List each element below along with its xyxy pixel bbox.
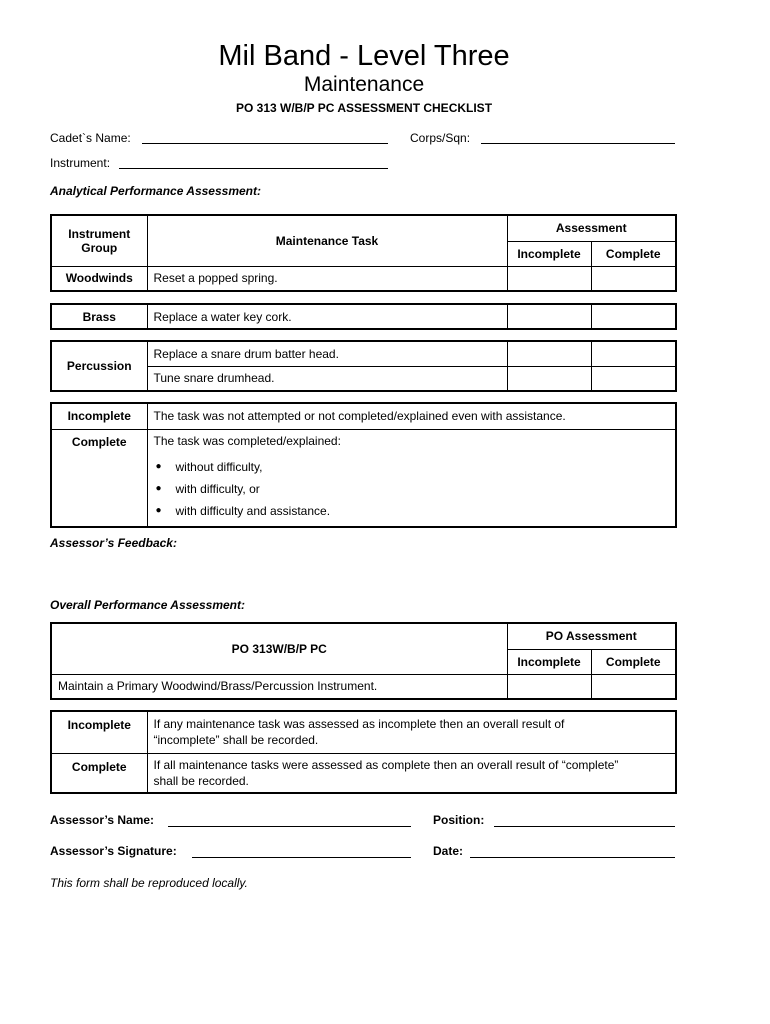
position-label: Position: bbox=[433, 813, 485, 827]
overall-table bbox=[50, 622, 677, 700]
col-complete: Complete bbox=[591, 649, 676, 674]
overall-incomplete-label: Incomplete bbox=[51, 711, 147, 753]
task-cell: Tune snare drumhead. bbox=[147, 366, 507, 391]
overall-row-text: Maintain a Primary Woodwind/Brass/Percussion Instrument. bbox=[51, 674, 507, 699]
col-instrument-group: Instrument Group bbox=[51, 215, 147, 266]
position-field[interactable] bbox=[494, 826, 675, 827]
col-incomplete: Incomplete bbox=[507, 241, 591, 266]
overall-incomplete-line1: If any maintenance task was assessed as incomplete then an overall result of bbox=[153, 717, 565, 732]
col-incomplete: Incomplete bbox=[507, 649, 591, 674]
incomplete-cell[interactable] bbox=[507, 366, 591, 391]
task-cell: Replace a water key cork. bbox=[147, 304, 507, 329]
corps-field[interactable] bbox=[481, 143, 675, 144]
assessor-name-field[interactable] bbox=[168, 826, 411, 827]
assessor-signature-label: Assessor’s Signature: bbox=[50, 844, 177, 858]
group-brass: Brass bbox=[51, 304, 147, 329]
corps-label: Corps/Sqn: bbox=[410, 131, 471, 145]
complete-cell[interactable] bbox=[591, 266, 676, 291]
table-row bbox=[51, 341, 676, 366]
overall-incomplete-line2: “incomplete” shall be recorded. bbox=[153, 733, 319, 748]
brass-table bbox=[50, 303, 677, 330]
list-item: ● with difficulty and assistance. bbox=[155, 503, 331, 518]
cadet-name-field[interactable] bbox=[142, 143, 388, 144]
complete-cell[interactable] bbox=[591, 366, 676, 391]
col-maintenance-task: Maintenance Task bbox=[147, 215, 507, 266]
overall-complete-line2: shall be recorded. bbox=[153, 773, 249, 788]
cadet-name-label: Cadet`s Name: bbox=[50, 131, 131, 145]
task-cell: Replace a snare drum batter head. bbox=[147, 341, 507, 366]
legend-complete-label: Complete bbox=[51, 429, 147, 527]
page-subtitle: Maintenance bbox=[303, 73, 425, 96]
col-complete: Complete bbox=[591, 241, 676, 266]
overall-complete-label: Complete bbox=[51, 753, 147, 793]
incomplete-cell[interactable] bbox=[507, 304, 591, 329]
legend-incomplete-text: The task was not attempted or not completed/explained even with assistance. bbox=[147, 403, 676, 429]
complete-cell[interactable] bbox=[591, 341, 676, 366]
table-row bbox=[51, 304, 676, 329]
percussion-table bbox=[50, 340, 677, 392]
overall-legend-table bbox=[50, 710, 677, 794]
overall-heading: Overall Performance Assessment: bbox=[50, 598, 245, 612]
group-woodwinds: Woodwinds bbox=[51, 266, 147, 291]
complete-cell[interactable] bbox=[591, 674, 676, 699]
col-po-assessment: PO Assessment bbox=[507, 623, 676, 649]
legend-table bbox=[50, 402, 677, 528]
table-row bbox=[51, 266, 676, 291]
col-po: PO 313W/B/P PC bbox=[51, 623, 507, 674]
assessor-signature-field[interactable] bbox=[192, 857, 411, 858]
analytical-heading: Analytical Performance Assessment: bbox=[50, 184, 261, 198]
col-assessment: Assessment bbox=[507, 215, 676, 241]
list-item: ● without difficulty, bbox=[155, 459, 263, 474]
complete-cell[interactable] bbox=[591, 304, 676, 329]
incomplete-cell[interactable] bbox=[507, 266, 591, 291]
date-field[interactable] bbox=[470, 857, 675, 858]
page-title: Mil Band - Level Three bbox=[218, 40, 510, 72]
footer-note: This form shall be reproduced locally. bbox=[50, 876, 248, 890]
overall-complete-line1: If all maintenance tasks were assessed as complete then an overall result of “complete” bbox=[153, 757, 619, 772]
incomplete-cell[interactable] bbox=[507, 341, 591, 366]
list-item: ● with difficulty, or bbox=[155, 481, 260, 496]
legend-incomplete-label: Incomplete bbox=[51, 403, 147, 429]
assessor-name-label: Assessor’s Name: bbox=[50, 813, 155, 827]
analytical-table bbox=[50, 214, 677, 292]
checklist-title: PO 313 W/B/P PC ASSESSMENT CHECKLIST bbox=[235, 101, 493, 115]
instrument-label: Instrument: bbox=[50, 156, 111, 170]
feedback-heading: Assessor’s Feedback: bbox=[50, 536, 177, 550]
date-label: Date: bbox=[433, 844, 464, 858]
incomplete-cell[interactable] bbox=[507, 674, 591, 699]
legend-complete-text: The task was completed/explained: bbox=[153, 433, 341, 448]
instrument-field[interactable] bbox=[119, 168, 388, 169]
group-percussion: Percussion bbox=[51, 341, 147, 391]
table-row bbox=[51, 674, 676, 699]
task-cell: Reset a popped spring. bbox=[147, 266, 507, 291]
